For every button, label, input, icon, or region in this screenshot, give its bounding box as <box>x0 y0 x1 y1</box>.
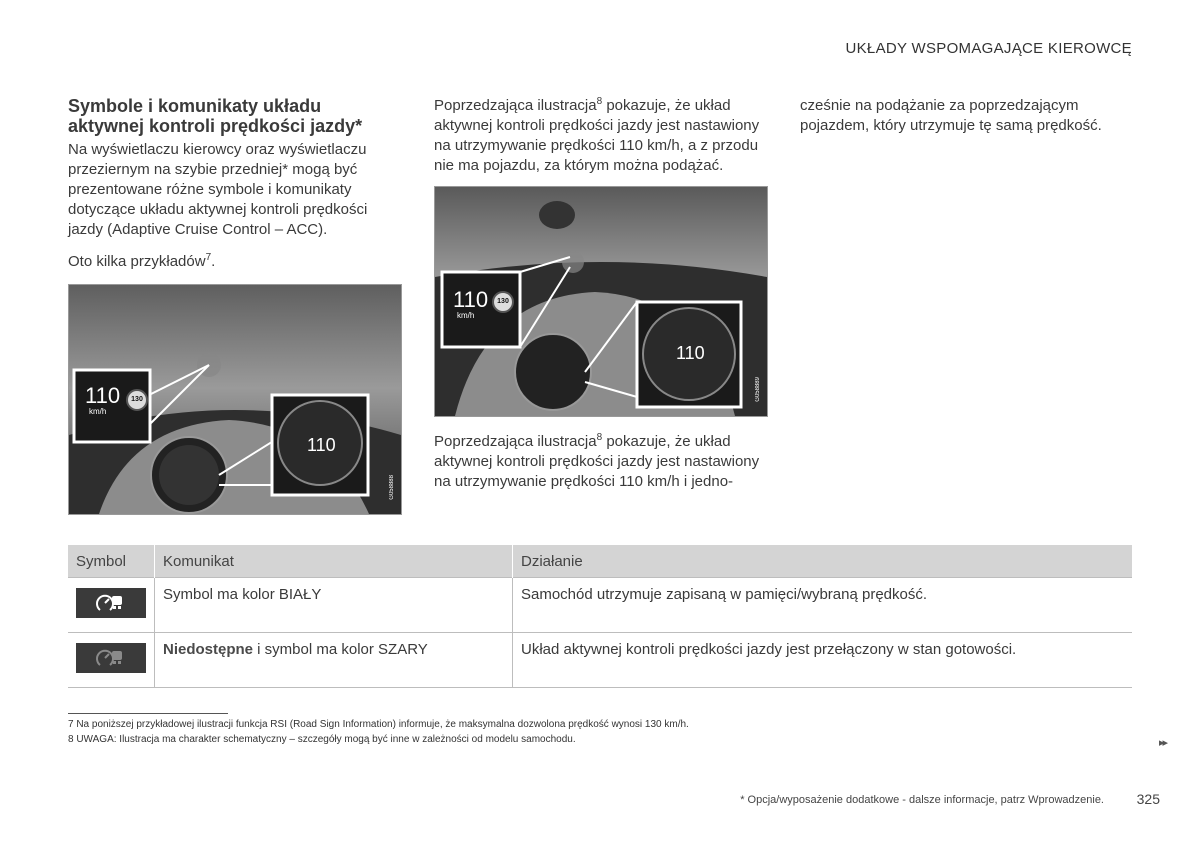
symbol-cell <box>68 578 155 633</box>
acc-grey-icon <box>76 643 146 673</box>
symbol-cell <box>68 633 155 688</box>
table-row <box>68 633 1132 688</box>
speed-readout: 110 <box>453 287 489 312</box>
image-code: G058888 <box>389 475 395 500</box>
header-action: Działanie <box>513 545 1133 578</box>
section-header: UKŁADY WSPOMAGAJĄCE KIEROWCĘ <box>845 40 1132 57</box>
table-row <box>68 578 1132 633</box>
speed-readout-cluster: 110 <box>676 343 705 363</box>
intro-paragraph: Na wyświetlaczu kierowcy oraz wyświetlaczu przeziernym na szybie przedniej* mogą być prezentowane różne symbole i komunikaty dotyczące układu aktywnej kontroli prędkości jazdy (Adaptive Cruise Control – ACC). <box>68 141 368 238</box>
footnote-7: 7 Na poniższej przykładowej ilustracji funkcja RSI (Road Sign Information) informuje, że maksymalna dozwolona prędkość wynosi 130 km/h. <box>68 719 689 730</box>
symbols-table <box>68 545 1132 688</box>
column-2 <box>434 96 770 176</box>
paragraph-continued: cześnie na podążanie za poprzedzającym pojazdem, który utrzymuje tę samą prędkość. <box>800 97 1102 134</box>
illustration-acc-following <box>434 186 768 417</box>
speed-unit: km/h <box>457 311 475 320</box>
illustration-acc-no-vehicle <box>68 284 402 515</box>
footer-note: * Opcja/wyposażenie dodatkowe - dalsze informacje, patrz Wprowadzenie. <box>740 794 1104 806</box>
speed-limit-sign: 130 <box>126 389 148 411</box>
speed-readout-cluster: 110 <box>307 435 336 455</box>
column-3 <box>800 96 1130 136</box>
speed-limit-sign: 130 <box>492 291 514 313</box>
action-cell: Samochód utrzymuje zapisaną w pamięci/wybraną prędkość. <box>513 578 1133 633</box>
footnote-8: 8 UWAGA: Ilustracja ma charakter schematyczny – szczegóły mogą być inne w zależności od modelu samochodu. <box>68 734 576 745</box>
page-number: 325 <box>1136 791 1160 807</box>
speed-unit: km/h <box>89 407 107 416</box>
paragraph-no-vehicle: Poprzedzająca ilustracja$^8$ pokazuje, że układ aktywnej kontroli prędkości jazdy jest nastawiony na utrzymywanie prędkości 110 km/h, a z przodu nie ma pojazdu, za którym można podążać. <box>434 96 760 174</box>
section-title: Symbole i komunikaty układu aktywnej kontroli prędkości jazdy* <box>68 96 363 136</box>
action-cell: Układ aktywnej kontroli prędkości jazdy jest przełączony w stan gotowości. <box>513 633 1133 688</box>
column-1 <box>68 96 398 272</box>
speed-readout: 110 <box>85 383 121 408</box>
footnote-divider <box>68 713 228 714</box>
message-cell: Symbol ma kolor BIAŁY <box>155 578 513 633</box>
header-message: Komunikat <box>155 545 513 578</box>
message-cell: Niedostępne i symbol ma kolor SZARY <box>155 633 513 688</box>
acc-white-icon <box>76 588 146 618</box>
image-code: G058889 <box>755 377 761 402</box>
header-symbol: Symbol <box>68 545 155 578</box>
continue-arrows-icon: ▸▸ <box>1158 737 1166 749</box>
paragraph-following-block <box>434 432 770 492</box>
examples-line: Oto kilka przykładów$^7$. <box>68 252 216 270</box>
table-header-row <box>68 545 1132 578</box>
paragraph-following: Poprzedzająca ilustracja$^8$ pokazuje, że układ aktywnej kontroli prędkości jazdy jest nastawiony na utrzymywanie prędkości 110 km/h i jedno- <box>434 432 760 490</box>
